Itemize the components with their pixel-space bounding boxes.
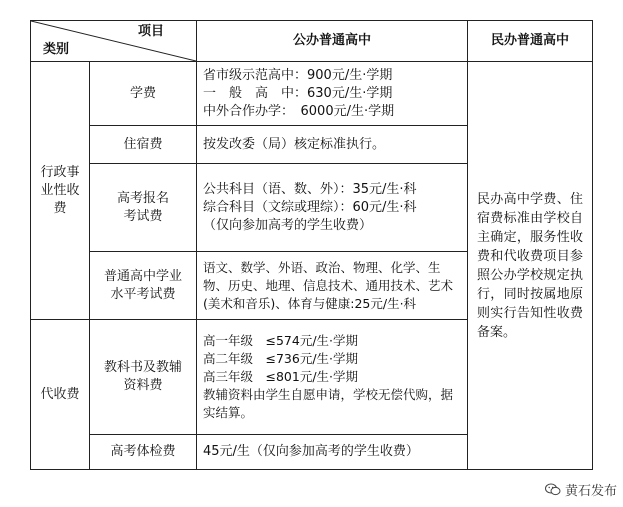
header-private: 民办普通高中 bbox=[490, 33, 569, 48]
row-textbooks-name: 教科书及教辅资料费 bbox=[103, 360, 182, 393]
tuition-line: 一 般 高 中：630元/生·学期 bbox=[203, 85, 393, 101]
row-textbooks-value bbox=[197, 320, 467, 434]
textbooks-line: 教辅资料由学生自愿申请，学校无偿代购，据实结算。 bbox=[203, 387, 454, 420]
textbooks-line: 高二年级 ≤736元/生·学期 bbox=[203, 351, 359, 366]
group-collect-fees: 代收费 bbox=[40, 386, 80, 402]
gaokao-exam-line: 综合科目（文综或理综）：60元/生·科 bbox=[203, 199, 417, 215]
row-proficiency-exam-value: 语文、数学、外语、政治、物理、化学、生物、历史、地理、信息技术、通用技术、艺术(美术和音乐)、体育与健康:25元/生·科 bbox=[203, 259, 454, 311]
textbooks-line: 高一年级 ≤574元/生·学期 bbox=[203, 333, 359, 348]
row-tuition-name: 学费 bbox=[129, 85, 156, 101]
gaokao-exam-line: 公共科目（语、数、外）：35元/生·科 bbox=[203, 181, 417, 197]
fee-table bbox=[30, 20, 593, 470]
textbooks-line: 高三年级 ≤801元/生·学期 bbox=[203, 369, 359, 384]
tuition-line: 省市级示范高中：900元/生·学期 bbox=[203, 67, 393, 83]
wechat-icon bbox=[545, 483, 561, 496]
watermark bbox=[545, 480, 617, 499]
row-gaokao-exam-value bbox=[197, 164, 467, 251]
tuition-line: 中外合作办学： 6000元/生·学期 bbox=[203, 103, 395, 119]
row-lodging-value: 按发改委（局）核定标准执行。 bbox=[203, 136, 386, 152]
row-tuition-value bbox=[197, 62, 467, 125]
watermark-text: 黄石发布 bbox=[564, 484, 617, 499]
header-category: 类别 bbox=[42, 42, 69, 57]
group-admin-fees: 行政事业性收费 bbox=[40, 164, 80, 216]
header-public: 公办普通高中 bbox=[292, 33, 371, 48]
gaokao-exam-line: （仅向参加高考的学生收费） bbox=[203, 217, 373, 233]
row-proficiency-exam-name: 普通高中学业水平考试费 bbox=[103, 268, 182, 302]
row-gaokao-exam-name: 高考报名考试费 bbox=[116, 190, 169, 224]
row-physical-exam-value: 45元/生（仅向参加高考的学生收费） bbox=[203, 444, 419, 459]
private-school-note: 民办高中学费、住宿费标准由学校自主确定，服务性收费和代收费项目参照公办学校规定执行，同时按属地原则实行告知性收费备案。 bbox=[477, 191, 583, 340]
row-lodging-name: 住宿费 bbox=[123, 136, 163, 152]
row-physical-exam-name: 高考体检费 bbox=[110, 444, 176, 459]
header-item: 项目 bbox=[137, 24, 164, 39]
